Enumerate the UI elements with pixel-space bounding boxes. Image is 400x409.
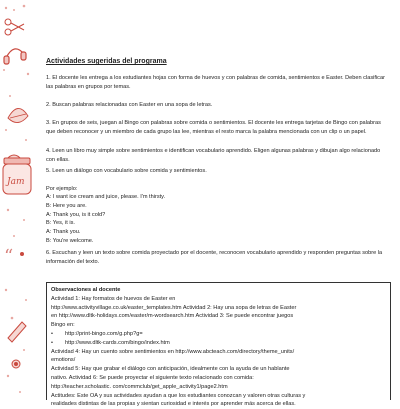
notes-line: en http://www.dltk-holidays.com/easter/m-wordsearch.htm Actividad 3: Se puede encontrar juegos — [51, 313, 294, 320]
document-content — [46, 0, 394, 408]
notes-title: Observaciones al docente — [51, 287, 121, 293]
notes-line: nativo. Actividad 6: Se puede proyectar el siguiente texto relacionado con comida: — [51, 374, 254, 381]
notes-line: Actividad 5: Hay que grabar el diálogo con anticipación, idealmente con la ayuda de un hablante — [51, 366, 290, 373]
notes-line: http://teacher.scholastic. com/commclub/get_apple_activity1/page2.htm — [51, 383, 228, 390]
dialog-line: A: Thank you. — [46, 229, 81, 236]
notes-link-bingo[interactable] — [51, 330, 386, 339]
jam-jar-icon — [3, 158, 31, 194]
dialog-line: B: Yes, it is. — [46, 220, 75, 227]
activity-item-2: 2. Buscan palabras relacionadas con Easter en una sopa de letras. — [46, 102, 213, 108]
pencil-icon — [8, 322, 26, 368]
link-text[interactable]: http://www.dltk-cards.com/bingo/index.htm — [65, 339, 170, 346]
svg-text:Jam: Jam — [7, 177, 25, 187]
notes-link-dltk[interactable] — [51, 339, 386, 348]
notes-line: realidades distintas de las propias y sientan curiosidad e interés por aprender más acerca de ellas. — [51, 401, 296, 408]
scissors-icon — [5, 19, 24, 35]
notes-line: emotions/ — [51, 357, 76, 364]
svg-text:“: “ — [4, 246, 14, 267]
dialog-line: B: You're welcome. — [46, 237, 94, 244]
teacher-notes-box — [46, 282, 391, 408]
notes-line: Bingo en: — [51, 322, 75, 329]
leaf-icon — [6, 108, 28, 164]
dialog-line: A: Thank you, is it cold? — [46, 211, 106, 218]
activity-item-4: 4. Leen un libro muy simple sobre sentimientos e identifican vocabulario aprendido. Eligen algunas palabras y dibujan algo relacionado con ellas. — [46, 148, 381, 163]
notes-line: http://www.activityvillage.co.uk/easter_templates.htm Actividad 2: Hay una sopa de letras de Easter — [51, 304, 297, 311]
sidebar-doodles — [0, 0, 34, 400]
decorative-sidebar — [0, 0, 34, 400]
activity-item-6: 6. Escuchan y leen un texto sobre comida proyectado por el docente, reconocen vocabulario aprendido y responden preguntas sobre la información del texto. — [46, 250, 383, 265]
dialog-line: B: Here you are. — [46, 202, 87, 209]
headphones-icon — [4, 49, 26, 64]
dialog-line: A: I want ice cream and juice, please. I'm thirsty. — [46, 194, 166, 200]
section-heading: Actividades sugeridas del programa — [46, 58, 167, 65]
example-label: Por ejemplo: — [46, 186, 78, 192]
notes-line: Actividad 4: Hay un cuento sobre sentimientos en http://www.abcteach.com/directory/theme_units/ — [51, 348, 295, 355]
link-text[interactable]: http://print-bingo.com/g.php?g= — [65, 330, 143, 337]
notes-line: Actitudes: Este OA y sus actividades ayudan a que los estudiantes conozcan y valoren otras culturas y — [51, 392, 306, 399]
activity-item-5: 5. Leen un diálogo con vocabulario sobre comida y sentimientos. — [46, 168, 207, 174]
dialog — [46, 193, 386, 246]
activity-item-3: 3. En grupos de seis, juegan al Bingo con palabras sobre comida o sentimientos. El docente les entrega tarjetas de Bingo con palabras que deben reconocer y un miembro de cada grupo las lee, mientras el resto marca la palabra mencionada con un clip o un papel. — [46, 120, 381, 135]
notes-line: Actividad 1: Hay formatos de huevos de Easter en — [51, 295, 176, 302]
activity-item-1: 1. El docente les entrega a los estudiantes hojas con forma de huevos y con palabras de comida, sentimientos e Easter. Deben clasificar las palabras en grupos por temas. — [46, 75, 385, 90]
quote-icon — [4, 246, 24, 267]
